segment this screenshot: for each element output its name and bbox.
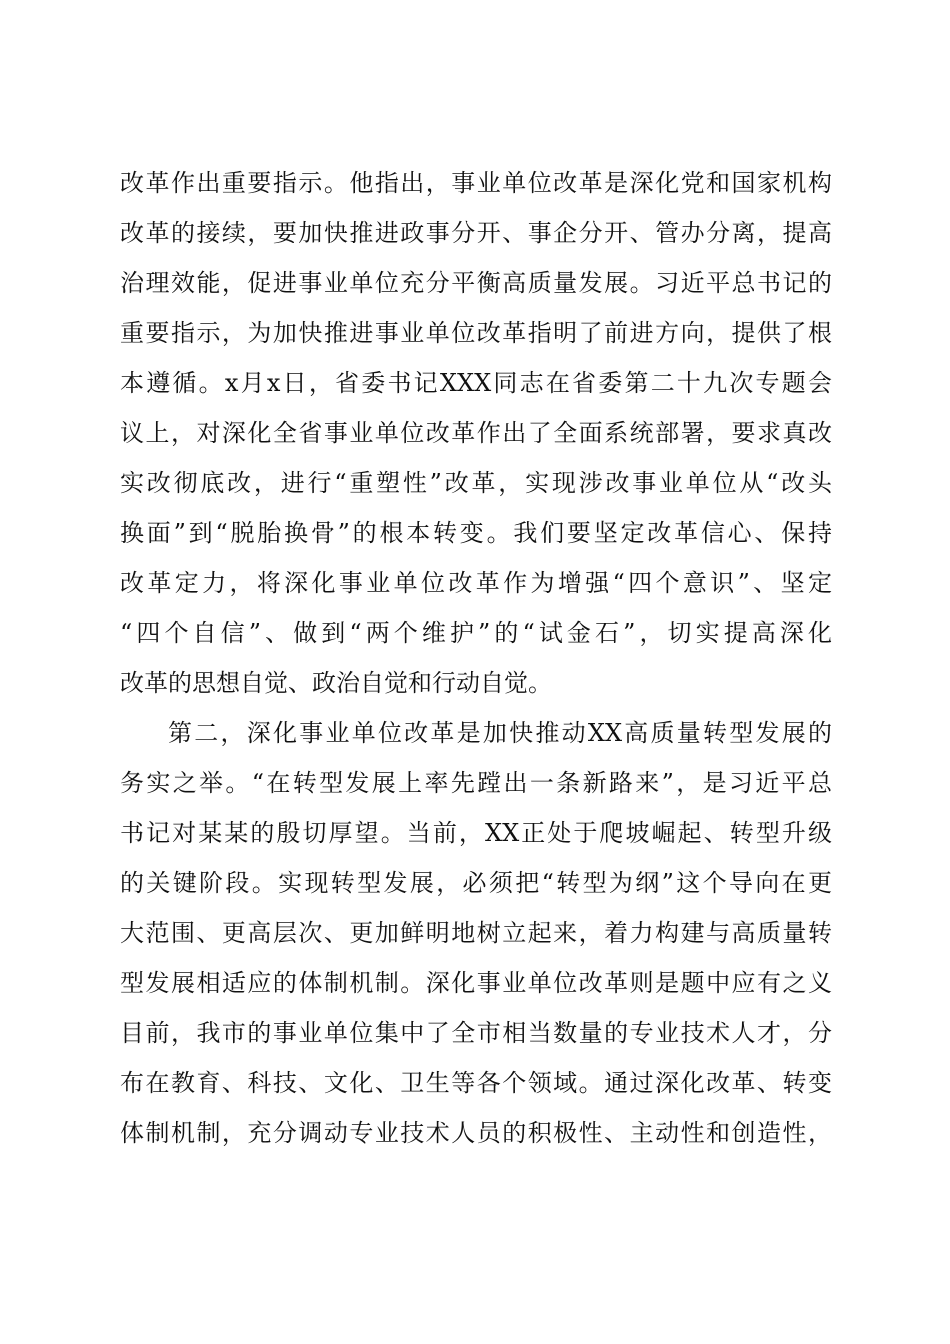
text-line: 书记对某某的殷切厚望。当前，XX正处于爬坡崛起、转型升级 [120, 819, 832, 847]
text-line: 改革作出重要指示。他指出，事业单位改革是深化党和国家机构 [120, 169, 832, 197]
text-line: 本遵循。x月x日，省委书记XXX同志在省委第二十九次专题会 [120, 369, 832, 397]
document-body [120, 158, 832, 1158]
text-line: 改革定力，将深化事业单位改革作为增强“四个意识”、坚定 [120, 569, 832, 597]
text-line: 体制机制，充分调动专业技术人员的积极性、主动性和创造性， [120, 1119, 832, 1147]
text-line: 的关键阶段。实现转型发展，必须把“转型为纲”这个导向在更 [120, 869, 832, 897]
text-line: 换面”到“脱胎换骨”的根本转变。我们要坚定改革信心、保持 [120, 519, 832, 547]
text-line: 第二，深化事业单位改革是加快推动XX高质量转型发展的 [168, 719, 832, 747]
text-line: “四个自信”、做到“两个维护”的“试金石”，切实提高深化 [120, 619, 832, 647]
paragraph-2 [120, 708, 832, 1158]
text-line: 改革的接续，要加快推进政事分开、事企分开、管办分离，提高 [120, 219, 832, 247]
text-line: 改革的思想自觉、政治自觉和行动自觉。 [120, 669, 552, 697]
paragraph-1 [120, 158, 832, 708]
text-line: 治理效能，促进事业单位充分平衡高质量发展。习近平总书记的 [120, 269, 832, 297]
text-line: 目前，我市的事业单位集中了全市相当数量的专业技术人才，分 [120, 1019, 832, 1047]
text-line: 议上，对深化全省事业单位改革作出了全面系统部署，要求真改 [120, 419, 832, 447]
text-line: 重要指示，为加快推进事业单位改革指明了前进方向，提供了根 [120, 319, 832, 347]
text-line: 务实之举。“在转型发展上率先蹚出一条新路来”，是习近平总 [120, 769, 832, 797]
text-line: 大范围、更高层次、更加鲜明地树立起来，着力构建与高质量转 [120, 919, 832, 947]
text-line: 布在教育、科技、文化、卫生等各个领域。通过深化改革、转变 [120, 1069, 832, 1097]
text-line: 实改彻底改，进行“重塑性”改革，实现涉改事业单位从“改头 [120, 469, 832, 497]
text-line: 型发展相适应的体制机制。深化事业单位改革则是题中应有之义 [120, 969, 832, 997]
